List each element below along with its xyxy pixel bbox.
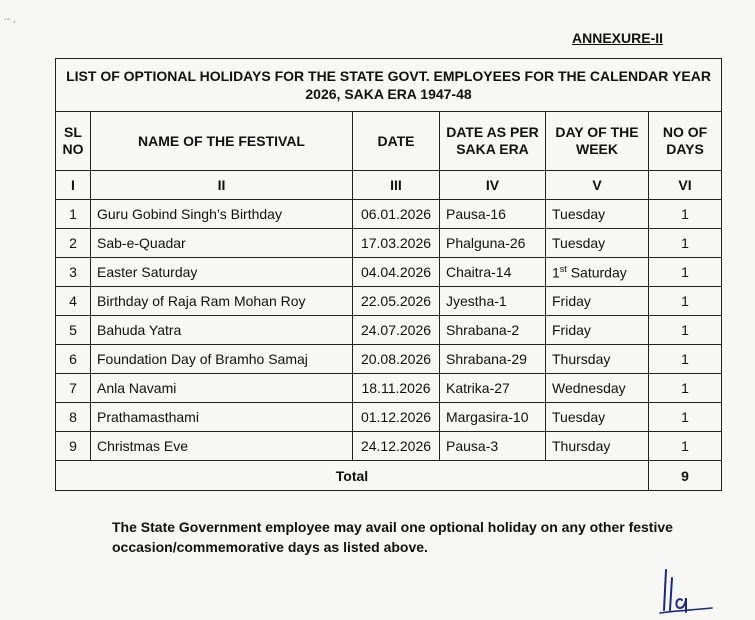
cell-date: 01.12.2026 [353, 403, 440, 432]
total-row [56, 461, 722, 491]
cell-days: 1 [649, 432, 722, 461]
signature-mark [652, 566, 716, 616]
cell-saka: Chaitra-14 [440, 258, 546, 287]
cell-saka: Margasira-10 [440, 403, 546, 432]
cell-date: 24.12.2026 [353, 432, 440, 461]
cell-days: 1 [649, 345, 722, 374]
table-row [56, 316, 722, 345]
cell-festival: Guru Gobind Singh’s Birthday [91, 200, 353, 229]
cell-day: Wednesday [546, 374, 649, 403]
cell-day: Friday [546, 316, 649, 345]
roman-numeral-row [56, 171, 722, 200]
cell-day: Friday [546, 287, 649, 316]
cell-festival: Bahuda Yatra [91, 316, 353, 345]
roman-iii: III [353, 171, 440, 200]
table-row [56, 287, 722, 316]
cell-day: Thursday [546, 432, 649, 461]
cell-day: Tuesday [546, 200, 649, 229]
day-ordinal-suffix: st [559, 263, 567, 274]
roman-v: V [546, 171, 649, 200]
table-row [56, 345, 722, 374]
cell-saka: Jyestha-1 [440, 287, 546, 316]
table-row [56, 200, 722, 229]
cell-sl: 6 [56, 345, 91, 374]
cell-saka: Pausa-3 [440, 432, 546, 461]
roman-i: I [56, 171, 91, 200]
cell-days: 1 [649, 374, 722, 403]
col-header-festival: NAME OF THE FESTIVAL [91, 112, 353, 171]
day-number: 1 [552, 264, 560, 281]
cell-sl: 1 [56, 200, 91, 229]
cell-saka: Katrika-27 [440, 374, 546, 403]
col-header-sl: SL NO [56, 112, 91, 171]
cell-sl: 4 [56, 287, 91, 316]
table-row [56, 229, 722, 258]
holiday-table [55, 58, 722, 491]
cell-days: 1 [649, 258, 722, 287]
footnote: The State Government employee may avail one optional holiday on any other festive occasion/commemorative days as listed above. [112, 519, 673, 555]
cell-day: Thursday [546, 345, 649, 374]
cell-sl: 7 [56, 374, 91, 403]
table-row [56, 403, 722, 432]
cell-festival: Sab-e-Quadar [91, 229, 353, 258]
scan-mark: ∙‑ , [4, 14, 16, 25]
col-header-saka: DATE AS PER SAKA ERA [440, 112, 546, 171]
col-header-date: DATE [353, 112, 440, 171]
cell-day [546, 258, 649, 287]
roman-iv: IV [440, 171, 546, 200]
roman-ii: II [91, 171, 353, 200]
cell-saka: Phalguna-26 [440, 229, 546, 258]
cell-sl: 8 [56, 403, 91, 432]
cell-date: 18.11.2026 [353, 374, 440, 403]
table-row [56, 432, 722, 461]
total-value: 9 [649, 461, 722, 491]
table-title: LIST OF OPTIONAL HOLIDAYS FOR THE STATE GOVT. EMPLOYEES FOR THE CALENDAR YEAR 2026, SAKA ERA 1947-48 [56, 59, 722, 112]
cell-date: 17.03.2026 [353, 229, 440, 258]
col-header-day: DAY OF THE WEEK [546, 112, 649, 171]
col-header-days: NO OF DAYS [649, 112, 722, 171]
cell-date: 06.01.2026 [353, 200, 440, 229]
cell-days: 1 [649, 200, 722, 229]
cell-festival: Anla Navami [91, 374, 353, 403]
cell-days: 1 [649, 229, 722, 258]
cell-sl: 9 [56, 432, 91, 461]
table-row [56, 258, 722, 287]
cell-saka: Shrabana-29 [440, 345, 546, 374]
cell-festival: Foundation Day of Bramho Samaj [91, 345, 353, 374]
cell-days: 1 [649, 316, 722, 345]
cell-days: 1 [649, 287, 722, 316]
cell-day: Tuesday [546, 229, 649, 258]
cell-date: 22.05.2026 [353, 287, 440, 316]
cell-sl: 2 [56, 229, 91, 258]
cell-saka: Pausa-16 [440, 200, 546, 229]
cell-saka: Shrabana-2 [440, 316, 546, 345]
cell-date: 04.04.2026 [353, 258, 440, 287]
cell-festival: Christmas Eve [91, 432, 353, 461]
cell-sl: 5 [56, 316, 91, 345]
cell-festival: Prathamasthami [91, 403, 353, 432]
cell-date: 20.08.2026 [353, 345, 440, 374]
cell-sl: 3 [56, 258, 91, 287]
cell-day: Tuesday [546, 403, 649, 432]
cell-date: 24.07.2026 [353, 316, 440, 345]
annexure-label: ANNEXURE-II [572, 30, 664, 46]
header-row [56, 112, 722, 171]
total-label: Total [56, 461, 649, 491]
roman-vi: VI [649, 171, 722, 200]
cell-festival: Easter Saturday [91, 258, 353, 287]
table-row [56, 374, 722, 403]
day-name: Saturday [566, 264, 627, 281]
cell-festival: Birthday of Raja Ram Mohan Roy [91, 287, 353, 316]
cell-days: 1 [649, 403, 722, 432]
